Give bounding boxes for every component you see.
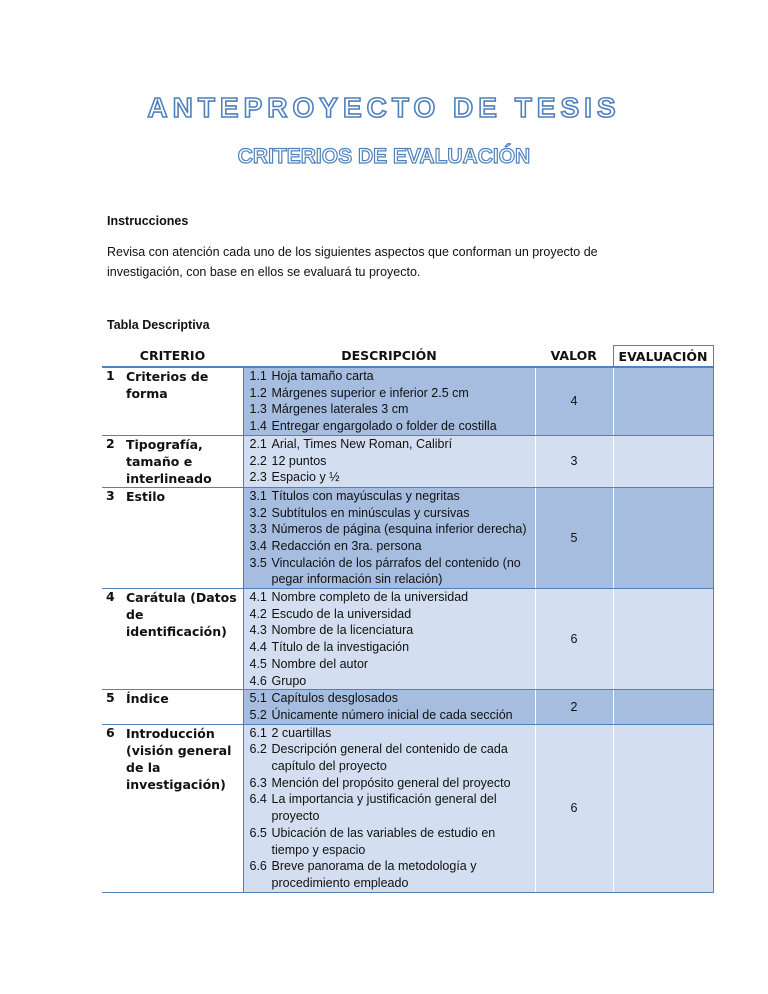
- description-item: [250, 707, 535, 724]
- item-text: Títulos con mayúsculas y negritas: [271, 488, 460, 503]
- description-item: [250, 488, 535, 505]
- item-text: Capítulos desglosados: [271, 691, 398, 706]
- criterion-name: Carátula (Datos de identificación): [126, 589, 243, 690]
- item-number: 3.3: [249, 522, 267, 537]
- evaluation-cell[interactable]: [613, 589, 713, 690]
- item-number: 4.3: [249, 623, 267, 638]
- item-text: Breve panorama de la metodología y procedimiento empleado: [271, 859, 477, 890]
- item-text: Ubicación de las variables de estudio en tiempo y espacio: [271, 825, 496, 857]
- item-number: 5.1: [249, 691, 267, 706]
- item-number: 1.1: [249, 369, 267, 383]
- item-text: Nombre completo de la universidad: [271, 590, 469, 605]
- item-text: Grupo: [271, 673, 307, 688]
- header-valor: VALOR: [535, 346, 613, 368]
- table-row: [102, 367, 713, 435]
- table-header-row: [102, 346, 713, 368]
- criterion-value: 3: [535, 435, 613, 487]
- item-number: 6.2: [249, 742, 267, 757]
- item-number: 4.1: [249, 590, 267, 605]
- table-row: [102, 724, 713, 892]
- item-text: Márgenes laterales 3 cm: [271, 402, 409, 417]
- description-item: [250, 775, 535, 792]
- item-text: Descripción general del contenido de cada capítulo del proyecto: [271, 742, 508, 774]
- item-text: Vinculación de los párrafos del contenido (no pegar información sin relación): [271, 555, 521, 587]
- description-item: [250, 791, 535, 824]
- item-text: Hoja tamaño carta: [271, 369, 374, 383]
- description-item: [250, 725, 535, 742]
- item-number: 6.1: [249, 725, 267, 740]
- item-number: 1.4: [249, 419, 267, 434]
- item-text: 2 cuartillas: [271, 725, 332, 740]
- description-item: [250, 673, 535, 690]
- item-text: Título de la investigación: [271, 640, 410, 655]
- item-text: La importancia y justificación general del proyecto: [271, 792, 497, 824]
- description-item: [250, 521, 535, 538]
- item-number: 6.5: [249, 825, 267, 840]
- table-row: [102, 487, 713, 588]
- description-item: [250, 656, 535, 673]
- evaluation-cell[interactable]: [613, 487, 713, 588]
- criterion-number: 3: [102, 487, 126, 588]
- criterion-value: 4: [535, 367, 613, 435]
- description-item: [250, 538, 535, 555]
- evaluation-cell[interactable]: [613, 367, 713, 435]
- header-evaluacion: EVALUACIÓN: [613, 346, 713, 368]
- item-text: Márgenes superior e inferior 2.5 cm: [271, 385, 469, 400]
- criterion-description: [243, 589, 535, 690]
- item-text: 12 puntos: [271, 453, 327, 468]
- criterion-number: 5: [102, 690, 126, 724]
- criteria-table: [102, 345, 714, 893]
- criterion-value: 6: [535, 589, 613, 690]
- item-text: Subtítulos en minúsculas y cursivas: [271, 505, 470, 520]
- item-number: 1.3: [249, 402, 267, 417]
- item-number: 2.2: [249, 453, 267, 468]
- criterion-description: [243, 435, 535, 487]
- item-text: Escudo de la universidad: [271, 606, 412, 621]
- item-number: 6.6: [249, 859, 267, 874]
- criterion-name: Estilo: [126, 487, 243, 588]
- criterion-name: Introducción (visión general de la investigación): [126, 724, 243, 892]
- description-item: [250, 401, 535, 418]
- description-item: [250, 858, 535, 891]
- item-number: 3.5: [249, 555, 267, 570]
- description-item: [250, 555, 535, 588]
- evaluation-cell[interactable]: [613, 724, 713, 892]
- criterion-number: 6: [102, 724, 126, 892]
- item-number: 4.6: [249, 673, 267, 688]
- document-subtitle: CRITERIOS DE EVALUACIÓN: [237, 145, 531, 168]
- criterion-name: Tipografía, tamaño e interlineado: [126, 435, 243, 487]
- item-number: 6.3: [249, 775, 267, 790]
- header-descripcion: DESCRIPCIÓN: [243, 346, 535, 368]
- document-title: ANTEPROYECTO DE TESIS: [147, 92, 621, 123]
- item-number: 1.2: [249, 385, 267, 400]
- evaluation-cell[interactable]: [613, 435, 713, 487]
- description-item: [250, 589, 535, 606]
- criterion-name: Índice: [126, 690, 243, 724]
- criterion-description: [243, 690, 535, 724]
- item-text: Arial, Times New Roman, Calibrí: [271, 436, 453, 451]
- criterion-description: [243, 367, 535, 435]
- item-number: 4.2: [249, 606, 267, 621]
- item-number: 4.4: [249, 640, 267, 655]
- item-text: Espacio y ½: [271, 470, 340, 485]
- item-text: Entregar engargolado o folder de costilla: [271, 419, 497, 434]
- description-item: [250, 418, 535, 435]
- description-item: [250, 505, 535, 522]
- criterion-value: 2: [535, 690, 613, 724]
- item-text: Redacción en 3ra. persona: [271, 538, 422, 553]
- item-number: 4.5: [249, 656, 267, 671]
- description-item: [250, 690, 535, 707]
- description-item: [250, 741, 535, 774]
- evaluation-cell[interactable]: [613, 690, 713, 724]
- description-item: [250, 469, 535, 486]
- description-item: [250, 606, 535, 623]
- criterion-description: [243, 724, 535, 892]
- item-text: Nombre del autor: [271, 656, 369, 671]
- description-item: [250, 368, 535, 385]
- item-number: 2.3: [249, 470, 267, 485]
- criterion-value: 6: [535, 724, 613, 892]
- item-text: Números de página (esquina inferior derecha): [271, 522, 527, 537]
- description-item: [250, 385, 535, 402]
- criterion-number: 2: [102, 435, 126, 487]
- description-item: [250, 453, 535, 470]
- instructions-label: Instrucciones: [107, 214, 189, 228]
- item-number: 3.1: [249, 488, 267, 503]
- criterion-description: [243, 487, 535, 588]
- table-row: [102, 435, 713, 487]
- header-criterio: CRITERIO: [102, 346, 243, 368]
- description-item: [250, 436, 535, 453]
- table-row: [102, 589, 713, 690]
- table-label: Tabla Descriptiva: [107, 318, 210, 332]
- criterion-name: Criterios de forma: [126, 367, 243, 435]
- description-item: [250, 825, 535, 858]
- table-row: [102, 690, 713, 724]
- item-number: 2.1: [249, 436, 267, 451]
- instructions-text: Revisa con atención cada uno de los siguientes aspectos que conforman un proyecto de investigación, con base en ellos se evaluará tu proyecto.: [107, 245, 598, 279]
- criterion-number: 1: [102, 367, 126, 435]
- item-number: 6.4: [249, 792, 267, 807]
- description-item: [250, 622, 535, 639]
- item-number: 3.2: [249, 505, 267, 520]
- item-number: 5.2: [249, 707, 267, 722]
- item-number: 3.4: [249, 538, 267, 553]
- item-text: Nombre de la licenciatura: [271, 623, 414, 638]
- criterion-number: 4: [102, 589, 126, 690]
- item-text: Únicamente número inicial de cada sección: [271, 707, 513, 722]
- description-item: [250, 639, 535, 656]
- item-text: Mención del propósito general del proyecto: [271, 775, 511, 790]
- criterion-value: 5: [535, 487, 613, 588]
